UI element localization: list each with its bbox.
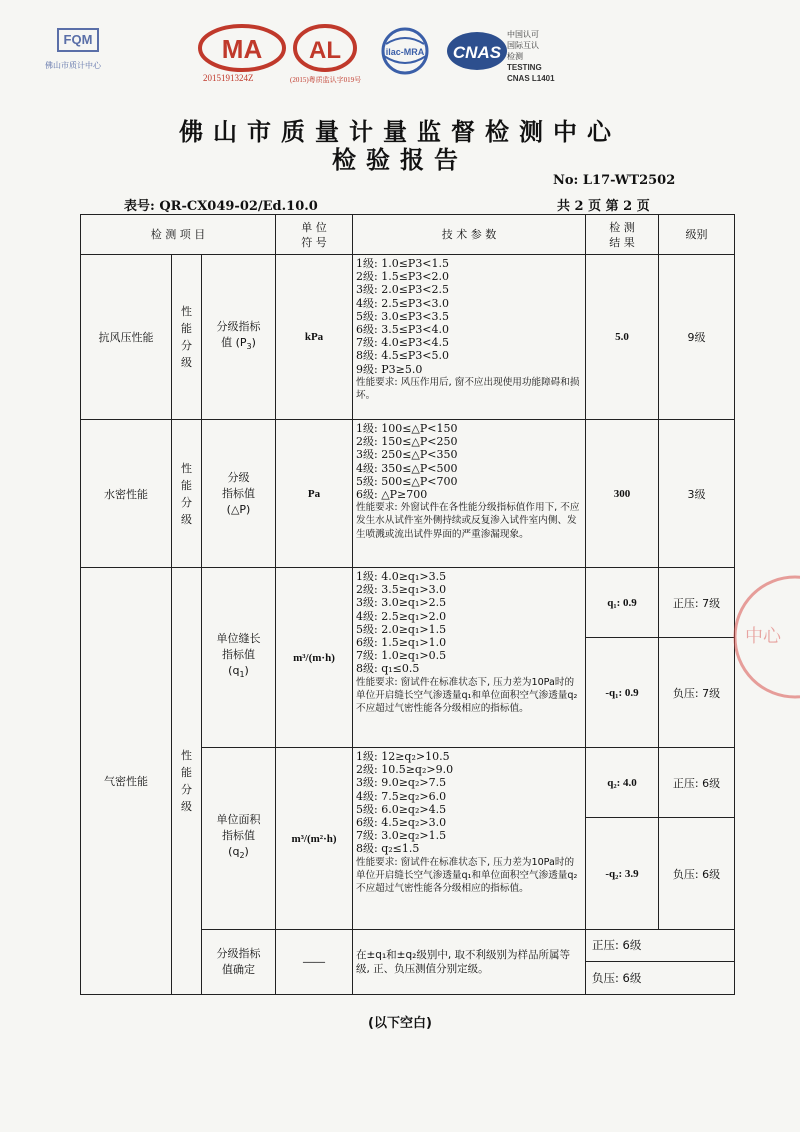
water-row (81, 420, 735, 568)
official-seal (700, 572, 800, 702)
wind-result: 5.0 (586, 255, 659, 420)
water-name: 水密性能 (81, 420, 172, 568)
water-result: 300 (586, 420, 659, 568)
air-q2-neg-result: -q₂: 3.9 (586, 818, 659, 930)
air-q2-pos-result: q₂: 4.0 (586, 748, 659, 818)
air-q2-neg-grade: 负压: 6级 (659, 818, 735, 930)
air-name: 气密性能 (81, 568, 172, 995)
wind-params: 1级: 1.0≤P3<1.5 2级: 1.5≤P3<2.0 3级: 2.0≤P3<2.5 4级: 2.5≤P3<3.0 5级: 3.0≤P3<3.5 6级: 3.5≤P3<4.0 7级: 4.0≤P3<4.5 8级: 4.5≤P3<5.0 9级: P3≥5.0 性能要求: 风压作用后, 窗不应出现使用功能障碍和损坏。 (353, 255, 586, 420)
report-number: No: L17-WT2502 (553, 173, 676, 188)
wind-grade: 9级 (659, 255, 735, 420)
footer-blank-note: (以下空白) (368, 1016, 432, 1031)
air-q1-indicator: 单位缝长 指标值 $(q_1)$ (202, 568, 276, 748)
cnas-caption: 中国认可 国际互认 检测 TESTING CNAS L1401 (507, 30, 555, 83)
report-table (80, 214, 735, 995)
report-title: 检验报告 (332, 145, 468, 174)
air-q1-pos-grade: 正压: 7级 (659, 568, 735, 638)
header-unit: 单 位 符 号 (276, 215, 353, 255)
air-final-param: 在±q₁和±q₂级别中, 取不利级别为样品所属等级, 正、负压测值分别定级。 (353, 930, 586, 995)
wind-row (81, 255, 735, 420)
header-result: 检 测 结 果 (586, 215, 659, 255)
air-q1-neg-result: -q₁: 0.9 (586, 638, 659, 748)
air-q2-pos-grade: 正压: 6级 (659, 748, 735, 818)
page-info: 共 2 页 第 2 页 (557, 199, 650, 214)
cma-text: MA (221, 34, 263, 64)
cal-text: AL (309, 37, 341, 64)
fqm-caption: 佛山市质计中心 (45, 61, 101, 70)
cal-logo (293, 24, 357, 72)
table-header (81, 215, 735, 255)
cal-code: (2015)粤质监认字019号 (290, 76, 362, 84)
air-q1-params: 1级: 4.0≥q₁>3.5 2级: 3.5≥q₁>3.0 3级: 3.0≥q₁>2.5 4级: 2.5≥q₁>2.0 5级: 2.0≥q₁>1.5 6级: 1.5≥q₁>1.0 7级: 1.0≥q₁>0.5 8级: q₁≤0.5 性能要求: 窗试件在标准状态下, 压力差为10Pa时的单位开启缝长空气渗透量q₁和单位面积空气渗透量q₂不应超过气密性能各分级相应的指标值。 (353, 568, 586, 748)
air-final-grades (586, 930, 735, 995)
form-number: 表号: QR-CX049-02/Ed.10.0 (124, 199, 318, 214)
wind-name: 抗风压性能 (81, 255, 172, 420)
air-q1-pos-result: q₁: 0.9 (586, 568, 659, 638)
cma-logo (198, 24, 286, 72)
cnas-text: CNAS (452, 43, 502, 62)
water-indicator: 分级 指标值 (△P) (202, 420, 276, 568)
water-unit: Pa (276, 420, 353, 568)
ilac-text: ilac-MRA (385, 47, 425, 57)
air-q2-unit: m³/(m²·h) (276, 748, 353, 930)
air-q1-pos-row (81, 568, 735, 638)
wind-indicator: 分级指标 值 $(P_3)$ (202, 255, 276, 420)
water-category: 性 能 分 级 (172, 420, 202, 568)
wind-category: 性 能 分 级 (172, 255, 202, 420)
cnas-logo (446, 30, 508, 72)
air-final-unit: —— (276, 930, 353, 995)
header-item: 检 测 项 目 (81, 215, 276, 255)
air-q2-indicator: 单位面积 指标值 $(q_2)$ (202, 748, 276, 930)
air-q2-params: 1级: 12≥q₂>10.5 2级: 10.5≥q₂>9.0 3级: 9.0≥q₂>7.5 4级: 7.5≥q₂>6.0 5级: 6.0≥q₂>4.5 6级: 4.5≥q₂>3.0 7级: 3.0≥q₂>1.5 8级: q₂≤1.5 性能要求: 窗试件在标准状态下, 压力差为10Pa时的单位开启缝长空气渗透量q₁和单位面积空气渗透量q₂不应超过气密性能各分级相应的指标值。 (353, 748, 586, 930)
air-final-neg: 负压: 6级 (592, 971, 642, 985)
fqm-logo: FQM (57, 28, 99, 52)
svg-text:中心: 中心 (745, 626, 781, 647)
air-q1-neg-grade: 负压: 7级 (659, 638, 735, 748)
ilac-logo (372, 26, 438, 76)
air-q1-unit: m³/(m·h) (276, 568, 353, 748)
page-title: 佛山市质量计量监督检测中心 (179, 117, 621, 146)
cma-code: 2015191324Z (203, 73, 254, 83)
water-params: 1级: 100≤△P<150 2级: 150≤△P<250 3级: 250≤△P<350 4级: 350≤△P<500 5级: 500≤△P<700 6级: △P≥700 性能要求: 外窗试件在各性能分级指标值作用下, 不应发生水从试件室外侧持续或反复渗入试件室内侧、发生喷溅或流出试件界面的严重渗漏现象。 (353, 420, 586, 568)
wind-unit: kPa (276, 255, 353, 420)
air-final-indicator: 分级指标 值确定 (202, 930, 276, 995)
header-grade: 级别 (659, 215, 735, 255)
water-grade: 3级 (659, 420, 735, 568)
air-category: 性 能 分 级 (172, 568, 202, 995)
air-final-pos: 正压: 6级 (586, 930, 734, 962)
header-param: 技 术 参 数 (353, 215, 586, 255)
